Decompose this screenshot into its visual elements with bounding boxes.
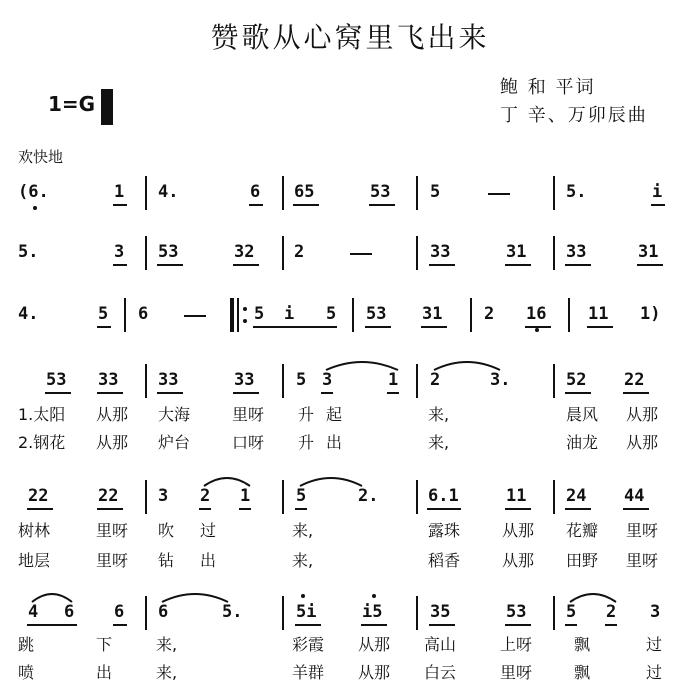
composer-credit: 丁 辛、万卯辰曲 (500, 105, 648, 126)
lyric: 里呀 (96, 551, 129, 570)
lyric: 从那 (626, 405, 659, 424)
note: i (652, 182, 663, 202)
lyric: 从那 (96, 405, 129, 424)
note: 11 (506, 486, 527, 506)
lyric: 来, (156, 663, 178, 682)
note: 5 (566, 602, 577, 622)
lyric: 花瓣 (566, 521, 599, 540)
slur (158, 590, 232, 604)
note: 31 (638, 242, 659, 262)
note: 5 (296, 370, 307, 390)
lyric: 从那 (626, 433, 659, 452)
score-line-5 (0, 480, 700, 520)
lyric: 高山 (424, 635, 457, 654)
note: i5 (362, 602, 383, 622)
note: 5 (430, 182, 441, 202)
note: 44 (624, 486, 645, 506)
lyric: 稻香 (428, 551, 461, 570)
slur (322, 358, 402, 372)
note: 16 (526, 304, 547, 324)
note: 5 (326, 304, 337, 324)
lyric: 从那 (358, 663, 391, 682)
lyric: 从那 (502, 551, 535, 570)
score-line-3 (0, 298, 700, 338)
lyric: 上呀 (500, 635, 533, 654)
note: 35 (430, 602, 451, 622)
note: 32 (234, 242, 255, 262)
note: 1 (388, 370, 399, 390)
note: 1 (114, 182, 125, 202)
slur (430, 358, 504, 372)
lyric: 油龙 (566, 433, 599, 452)
note: 4 (28, 602, 39, 622)
lyric: 来, (292, 521, 314, 540)
lyric: 过 (646, 663, 663, 682)
note: 6 (158, 602, 169, 622)
lyric: 下 (96, 635, 113, 654)
note: 6.1 (428, 486, 459, 506)
note: 4. (158, 182, 179, 202)
note: 6 (138, 304, 149, 324)
note: 5 (254, 304, 265, 324)
score-line-2 (0, 236, 700, 276)
note: 1 (240, 486, 251, 506)
lyric: 白云 (424, 663, 457, 682)
note: 65 (294, 182, 315, 202)
slur (566, 590, 620, 604)
lyric: 露珠 (428, 521, 461, 540)
note: 5 (98, 304, 109, 324)
note: 53 (506, 602, 527, 622)
lyric: 从那 (96, 433, 129, 452)
note: 3 (650, 602, 661, 622)
note: 33 (566, 242, 587, 262)
credits (500, 74, 648, 130)
note: 1) (640, 304, 661, 324)
lyric: 来, (292, 551, 314, 570)
note: 33 (430, 242, 451, 262)
note: 2 (484, 304, 495, 324)
note: 3. (490, 370, 511, 390)
lyric: 里呀 (626, 521, 659, 540)
note: 3 (114, 242, 125, 262)
lyric: 升 (298, 405, 315, 424)
lyric: 出 (96, 663, 113, 682)
lyric: 来, (156, 635, 178, 654)
note: 2 (200, 486, 211, 506)
lyric: 从那 (502, 521, 535, 540)
note: 5. (18, 242, 39, 262)
note: 53 (370, 182, 391, 202)
lyrics-line-2-verse-2 (0, 548, 700, 588)
note: 33 (158, 370, 179, 390)
note: 5 (296, 486, 307, 506)
note: 33 (98, 370, 119, 390)
key-label: 1=G (48, 92, 96, 116)
lyric: 升 (298, 433, 315, 452)
lyric: 1.太阳 (18, 405, 66, 424)
key-signature (48, 88, 112, 120)
lyric: 起 (326, 405, 343, 424)
note: (6. (18, 182, 49, 202)
note: i (284, 304, 295, 324)
note: 22 (28, 486, 49, 506)
lyricist-credit: 鲍 和 平词 (500, 77, 596, 98)
lyric: 炉台 (158, 433, 191, 452)
note: 5. (222, 602, 243, 622)
lyric: 2.钢花 (18, 433, 66, 452)
time-signature (101, 88, 112, 120)
score-line-4 (0, 364, 700, 404)
note: 3 (322, 370, 333, 390)
slur (200, 474, 254, 488)
note: 53 (158, 242, 179, 262)
note: 24 (566, 486, 587, 506)
lyric: 飘 (574, 663, 591, 682)
note: 5i (296, 602, 317, 622)
song-title: 赞歌从心窝里飞出来 (210, 21, 490, 54)
note: 3 (158, 486, 169, 506)
lyric: 飘 (574, 635, 591, 654)
slur (28, 590, 76, 604)
lyric: 树林 (18, 521, 51, 540)
note: 31 (506, 242, 527, 262)
lyric: 晨风 (566, 405, 599, 424)
lyric: 过 (200, 521, 217, 540)
note: 53 (46, 370, 67, 390)
score-line-6 (0, 596, 700, 636)
note: 22 (98, 486, 119, 506)
note: 2. (358, 486, 379, 506)
note: 2 (430, 370, 441, 390)
note: 22 (624, 370, 645, 390)
lyric: 跳 (18, 635, 35, 654)
lyric: 大海 (158, 405, 191, 424)
lyric: 喷 (18, 663, 35, 682)
note: 2 (606, 602, 617, 622)
lyric: 吹 (158, 521, 175, 540)
note: 6 (114, 602, 125, 622)
note: 31 (422, 304, 443, 324)
lyric: 里呀 (500, 663, 533, 682)
lyric: 口呀 (232, 433, 265, 452)
lyric: 里呀 (626, 551, 659, 570)
lyric: 彩霞 (292, 635, 325, 654)
slur (296, 474, 366, 488)
note: 5. (566, 182, 587, 202)
lyric: 地层 (18, 551, 51, 570)
lyric: 从那 (358, 635, 391, 654)
lyric: 出 (200, 551, 217, 570)
lyrics-line-1-verse-2 (0, 430, 700, 470)
note: 53 (366, 304, 387, 324)
note: 2 (294, 242, 305, 262)
lyric: 来, (428, 433, 450, 452)
lyric: 来, (428, 405, 450, 424)
note: 6 (64, 602, 75, 622)
note: 4. (18, 304, 39, 324)
lyric: 羊群 (292, 663, 325, 682)
note: 6 (250, 182, 261, 202)
score-line-1 (0, 176, 700, 216)
lyric: 出 (326, 433, 343, 452)
note: 11 (588, 304, 609, 324)
tempo-marking: 欢快地 (18, 148, 64, 166)
lyric: 里呀 (232, 405, 265, 424)
lyric: 里呀 (96, 521, 129, 540)
lyrics-line-3-verse-2 (0, 660, 700, 700)
note: 52 (566, 370, 587, 390)
lyric: 过 (646, 635, 663, 654)
note: 33 (234, 370, 255, 390)
lyric: 钻 (158, 551, 175, 570)
lyric: 田野 (566, 551, 599, 570)
